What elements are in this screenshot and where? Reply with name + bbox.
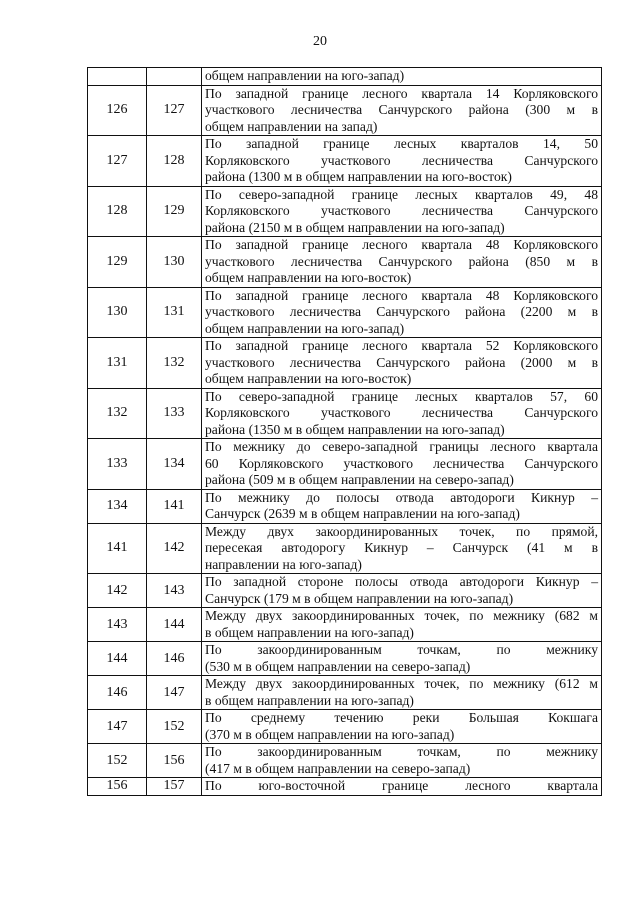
description-line: По юго-восточной границе лесного квартала	[205, 778, 598, 793]
description-line: Между двух закоординированных точек, по прямой,	[205, 523, 598, 539]
description-line: По межнику до полосы отвода автодороги Кикнур –	[205, 489, 598, 505]
point-to-cell: 134	[147, 439, 202, 490]
point-to-cell: 133	[147, 388, 202, 439]
boundary-description-cell	[202, 85, 602, 136]
description-line: По западной границе лесных кварталов 14, 50	[205, 136, 598, 151]
point-from-cell: 156	[88, 778, 147, 796]
point-to-cell: 141	[147, 489, 202, 523]
description-line: 60 Корляковского участкового лесничества Санчурского	[205, 455, 598, 471]
boundary-description-cell	[202, 338, 602, 389]
point-to-cell: 143	[147, 574, 202, 608]
description-line: По закоординированным точкам, по межнику	[205, 642, 598, 657]
description-line: направлении на юго-запад)	[205, 556, 362, 572]
boundary-description-cell	[202, 186, 602, 237]
point-to-cell: 146	[147, 642, 202, 676]
description-line: района (2150 м в общем направлении на юго-запад)	[205, 219, 505, 235]
point-from-cell: 132	[88, 388, 147, 439]
table-row	[88, 710, 602, 744]
description-line: По закоординированным точкам, по межнику	[205, 744, 598, 759]
description-line: (370 м в общем направлении на юго-запад)	[205, 726, 455, 742]
boundary-description-cell	[202, 608, 602, 642]
table-row	[88, 338, 602, 389]
description-line: общем направлении на юго-восток)	[205, 270, 412, 285]
point-from-cell: 127	[88, 136, 147, 187]
boundary-description-cell	[202, 523, 602, 574]
table-row	[88, 642, 602, 676]
boundary-description-cell	[202, 710, 602, 744]
description-line: района (509 м в общем направлении на северо-запад)	[205, 472, 514, 487]
table-row	[88, 439, 602, 490]
point-from-cell: 126	[88, 85, 147, 136]
table-row	[88, 744, 602, 778]
description-line: (417 м в общем направлении на северо-запад)	[205, 760, 471, 776]
description-line: Между двух закоординированных точек, по межнику (612 м	[205, 676, 598, 691]
point-from-cell: 144	[88, 642, 147, 676]
point-from-cell: 152	[88, 744, 147, 778]
point-from-cell: 142	[88, 574, 147, 608]
description-line: участкового лесничества Санчурского района (300 м в	[205, 102, 598, 117]
point-to-cell: 128	[147, 136, 202, 187]
table-row	[88, 388, 602, 439]
description-line: По западной стороне полосы отвода автодороги Кикнур –	[205, 574, 598, 589]
description-line: общем направлении на запад)	[205, 118, 378, 134]
description-line: По среднему течению реки Большая Кокшага	[205, 710, 598, 725]
description-line: Корляковского участкового лесничества Санчурского	[205, 152, 598, 168]
description-line: общем направлении на юго-восток)	[205, 371, 412, 386]
table-row	[88, 574, 602, 608]
point-to-cell: 156	[147, 744, 202, 778]
table-row	[88, 237, 602, 288]
table-row	[88, 489, 602, 523]
boundary-description-cell	[202, 744, 602, 778]
description-line: По западной границе лесного квартала 52 Корляковского	[205, 338, 598, 353]
description-line: Санчурск (2639 м в общем направлении на юго-запад)	[205, 506, 520, 521]
table-row	[88, 287, 602, 338]
page-number: 20	[313, 34, 327, 49]
boundary-description-cell	[202, 388, 602, 439]
point-from-cell: 128	[88, 186, 147, 237]
description-line: участкового лесничества Санчурского района (2200 м в	[205, 304, 598, 319]
boundary-description-cell	[202, 237, 602, 288]
point-from-cell: 143	[88, 608, 147, 642]
description-line: пересекая автодорогу Кикнур – Санчурск (41 м в	[205, 540, 598, 555]
description-line: По западной границе лесного квартала 48 Корляковского	[205, 287, 598, 303]
boundary-description-cell	[202, 439, 602, 490]
point-to-cell	[147, 68, 202, 86]
table-row	[88, 68, 602, 86]
description-line: участкового лесничества Санчурского района (850 м в	[205, 253, 598, 269]
boundary-description-cell	[202, 489, 602, 523]
boundary-description-cell	[202, 287, 602, 338]
table-row	[88, 778, 602, 796]
description-line: По западной границе лесного квартала 48 Корляковского	[205, 237, 598, 252]
point-from-cell: 141	[88, 523, 147, 574]
description-line: района (1300 м в общем направлении на юго-восток)	[205, 169, 512, 184]
point-to-cell: 127	[147, 85, 202, 136]
description-line: По межнику до северо-западной границы лесного квартала	[205, 439, 598, 454]
point-from-cell: 129	[88, 237, 147, 288]
point-to-cell: 152	[147, 710, 202, 744]
boundary-description-cell	[202, 778, 602, 796]
table-row	[88, 85, 602, 136]
boundary-description-cell	[202, 68, 602, 86]
point-from-cell: 133	[88, 439, 147, 490]
point-to-cell: 147	[147, 676, 202, 710]
boundary-description-cell	[202, 136, 602, 187]
table-row	[88, 136, 602, 187]
description-line: общем направлении на юго-запад)	[205, 320, 405, 336]
point-to-cell: 132	[147, 338, 202, 389]
point-from-cell: 130	[88, 287, 147, 338]
description-line: Санчурск (179 м в общем направлении на юго-запад)	[205, 590, 514, 606]
boundary-description-cell	[202, 642, 602, 676]
table-row	[88, 523, 602, 574]
boundary-description-table	[87, 67, 602, 796]
description-line: Корляковского участкового лесничества Санчурского	[205, 405, 598, 420]
point-to-cell: 144	[147, 608, 202, 642]
point-to-cell: 129	[147, 186, 202, 237]
point-from-cell: 134	[88, 489, 147, 523]
description-line: Между двух закоординированных точек, по межнику (682 м	[205, 608, 598, 623]
table-row	[88, 186, 602, 237]
point-to-cell: 157	[147, 778, 202, 796]
point-to-cell: 131	[147, 287, 202, 338]
point-from-cell: 131	[88, 338, 147, 389]
description-line: в общем направлении на юго-запад)	[205, 624, 414, 640]
point-to-cell: 142	[147, 523, 202, 574]
description-line: По северо-западной границе лесных кварталов 57, 60	[205, 388, 598, 404]
point-from-cell	[88, 68, 147, 86]
description-line: района (1350 м в общем направлении на юго-запад)	[205, 421, 505, 437]
description-line: участкового лесничества Санчурского района (2000 м в	[205, 354, 598, 370]
point-from-cell: 147	[88, 710, 147, 744]
description-line: По западной границе лесного квартала 14 Корляковского	[205, 85, 598, 101]
table-row	[88, 608, 602, 642]
table-row	[88, 676, 602, 710]
boundary-description-cell	[202, 676, 602, 710]
description-line: Корляковского участкового лесничества Санчурского	[205, 203, 598, 218]
description-line: По северо-западной границе лесных кварталов 49, 48	[205, 186, 598, 202]
description-line: в общем направлении на юго-запад)	[205, 692, 414, 708]
point-from-cell: 146	[88, 676, 147, 710]
description-line: (530 м в общем направлении на северо-запад)	[205, 658, 471, 674]
point-to-cell: 130	[147, 237, 202, 288]
description-line: общем направлении на юго-запад)	[205, 68, 405, 83]
boundary-description-cell	[202, 574, 602, 608]
